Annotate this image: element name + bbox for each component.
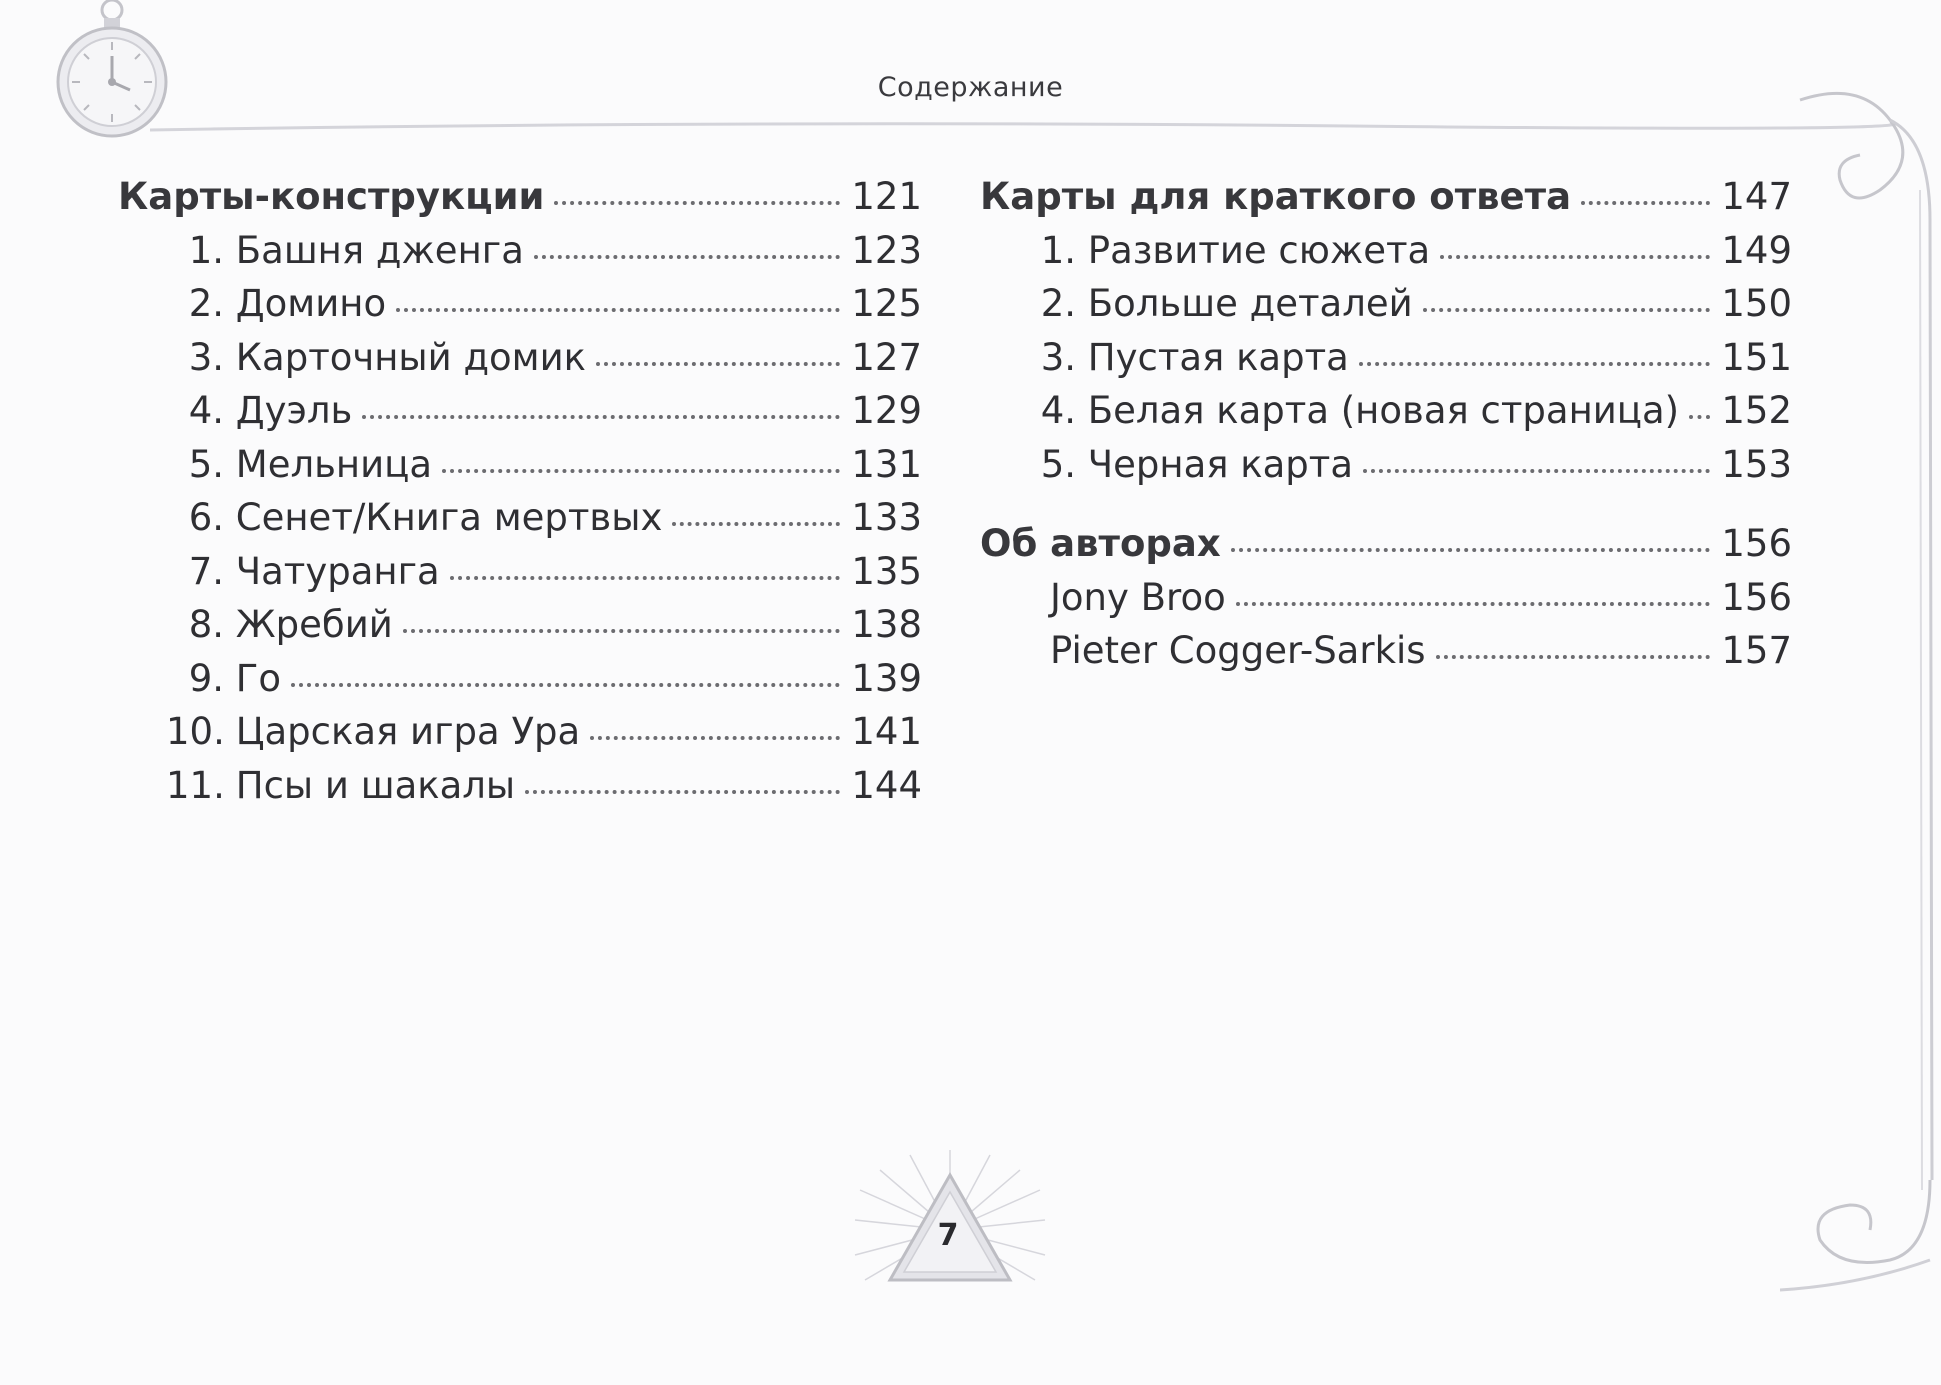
toc-entry-row: [980, 443, 1792, 497]
toc-entry-label: [980, 576, 1226, 619]
toc-entry-row: [118, 603, 922, 657]
dot-leader: [291, 682, 840, 687]
scroll-ornament: [1780, 80, 1941, 1310]
toc-entry-label: [118, 336, 586, 379]
dot-leader: [1581, 200, 1710, 205]
toc-entry-row: [118, 657, 922, 711]
toc-entry-row: [118, 710, 922, 764]
toc-page-number: 141: [851, 710, 922, 753]
toc-entry-row: [118, 764, 922, 818]
toc-page-number: 156: [1721, 575, 1792, 619]
dot-leader: [1363, 468, 1710, 473]
toc-entry-number: 2.: [188, 282, 224, 325]
toc-entry-row: [118, 496, 922, 550]
toc-page-number: 121: [851, 175, 922, 218]
toc-entry-label: [980, 336, 1349, 379]
toc-entry-title: Об авторах: [980, 522, 1221, 565]
dot-leader: [1423, 307, 1710, 312]
toc-entry-label: [980, 629, 1426, 672]
toc-entry-row: [980, 389, 1792, 443]
toc-entry-number: 3.: [188, 335, 224, 379]
toc-entry-label: [118, 496, 662, 539]
dot-leader: [1231, 547, 1710, 552]
toc-page-number: 123: [851, 228, 922, 272]
toc-entry-label: [118, 550, 440, 593]
toc-entry-number: 3.: [1040, 335, 1076, 379]
section-gap: [980, 496, 1792, 522]
toc-entry-label: [118, 389, 352, 432]
toc-entry-number: 2.: [1040, 282, 1076, 325]
toc-page-number: 139: [851, 656, 922, 700]
toc-entry-title: Развитие сюжета: [1087, 228, 1431, 272]
toc-page-number: 150: [1721, 282, 1792, 325]
toc-entry-number: 1.: [1040, 228, 1076, 272]
toc-entry-title: Карточный домик: [235, 335, 586, 379]
toc-entry-label: [118, 603, 393, 646]
toc-page-number: 156: [1721, 522, 1792, 565]
toc-page-number: 125: [851, 282, 922, 325]
dot-leader: [554, 200, 840, 205]
toc-entry-label: [980, 522, 1221, 565]
toc-entry-row: [118, 443, 922, 497]
toc-entry-title: Жребий: [235, 603, 393, 646]
toc-entry-label: [118, 443, 432, 486]
toc-entry-title: Карты-конструкции: [118, 175, 545, 218]
toc-author-row: [980, 629, 1792, 683]
toc-entry-title: Мельница: [235, 442, 433, 486]
toc-entry-label: [118, 764, 515, 807]
toc-entry-number: 9.: [188, 656, 224, 700]
toc-entry-number: 7.: [188, 549, 224, 593]
toc-page-number: 127: [851, 335, 922, 379]
toc-entry-label: [980, 389, 1679, 432]
toc-entry-row: [118, 550, 922, 604]
toc-page-number: 138: [851, 603, 922, 646]
toc-entry-title: Больше деталей: [1087, 282, 1413, 325]
toc-entry-number: 1.: [188, 228, 224, 272]
toc-entry-title: Белая карта (новая страница): [1087, 389, 1680, 432]
dot-leader: [1440, 254, 1710, 259]
toc-entry-label: [980, 282, 1413, 325]
toc-entry-row: [118, 282, 922, 336]
toc-entry-title: Pieter Cogger-Sarkis: [1050, 629, 1426, 672]
toc-entry-title: Башня дженга: [235, 228, 524, 272]
toc-entry-label: [118, 657, 281, 700]
toc-page-number: 157: [1721, 629, 1792, 672]
toc-entry-number: 8.: [188, 603, 224, 646]
dot-leader: [596, 361, 840, 366]
page-title: Содержание: [877, 72, 1064, 103]
toc-entry-title: Царская игра Ура: [235, 710, 581, 753]
toc-entry-title: Го: [235, 656, 281, 700]
toc-entry-label: [980, 229, 1430, 272]
toc-page-number: 151: [1721, 335, 1792, 379]
toc-page-number: 153: [1721, 442, 1792, 486]
toc-entry-number: 5.: [1040, 442, 1076, 486]
toc-page-number: 135: [851, 549, 922, 593]
toc-entry-title: Сенет/Книга мертвых: [235, 496, 663, 539]
toc-page-number: 131: [851, 442, 922, 486]
toc-entry-title: Чатуранга: [235, 549, 440, 593]
toc-entry-number: 10.: [166, 710, 225, 753]
dot-leader: [672, 521, 840, 526]
toc-entry-row: [980, 336, 1792, 390]
page-number: 7: [937, 1218, 959, 1253]
toc-section-row: [980, 175, 1792, 229]
toc-page-number: 152: [1721, 389, 1792, 432]
toc-entry-number: 4.: [1040, 389, 1076, 432]
dot-leader: [362, 414, 840, 419]
toc-entry-title: Карты для краткого ответа: [980, 175, 1572, 218]
toc-entry-number: 11.: [166, 763, 225, 807]
dot-leader: [590, 735, 840, 740]
toc-entry-label: [980, 443, 1353, 486]
toc-entry-label: [118, 175, 544, 218]
toc-entry-row: [980, 229, 1792, 283]
toc-entry-label: [118, 282, 386, 325]
toc-right-column: [980, 175, 1792, 683]
toc-page-number: 149: [1721, 228, 1792, 272]
dot-leader: [1236, 601, 1710, 606]
dot-leader: [442, 468, 840, 473]
toc-entry-title: Домино: [235, 282, 387, 325]
toc-entry-row: [118, 389, 922, 443]
dot-leader: [525, 789, 840, 794]
toc-entry-row: [118, 229, 922, 283]
toc-entry-title: Псы и шакалы: [235, 763, 516, 807]
toc-page-number: 133: [851, 496, 922, 539]
dot-leader: [534, 254, 840, 259]
dot-leader: [1436, 654, 1710, 659]
toc-page-number: 144: [851, 763, 922, 807]
toc-entry-number: 5.: [188, 442, 224, 486]
dot-leader: [396, 307, 840, 312]
toc-entry-title: Дуэль: [235, 389, 353, 432]
toc-section-row: [980, 522, 1792, 576]
toc-entry-title: Черная карта: [1087, 442, 1353, 486]
toc-entry-title: Пустая карта: [1087, 335, 1349, 379]
toc-entry-row: [980, 282, 1792, 336]
dot-leader: [1359, 361, 1710, 366]
toc-entry-number: 6.: [188, 496, 224, 539]
toc-page-number: 147: [1721, 175, 1792, 218]
toc-entry-row: [118, 336, 922, 390]
toc-entry-label: [980, 175, 1571, 218]
dot-leader: [403, 628, 840, 633]
toc-entry-label: [118, 229, 524, 272]
header-rule: [150, 112, 1900, 142]
toc-entry-title: Jony Broo: [1050, 575, 1226, 619]
toc-entry-label: [118, 710, 580, 753]
toc-section-row: [118, 175, 922, 229]
toc-page-number: 129: [851, 389, 922, 432]
toc-author-row: [980, 576, 1792, 630]
dot-leader: [1689, 414, 1710, 419]
dot-leader: [450, 575, 840, 580]
toc-left-column: [118, 175, 922, 817]
toc-entry-number: 4.: [188, 389, 224, 432]
